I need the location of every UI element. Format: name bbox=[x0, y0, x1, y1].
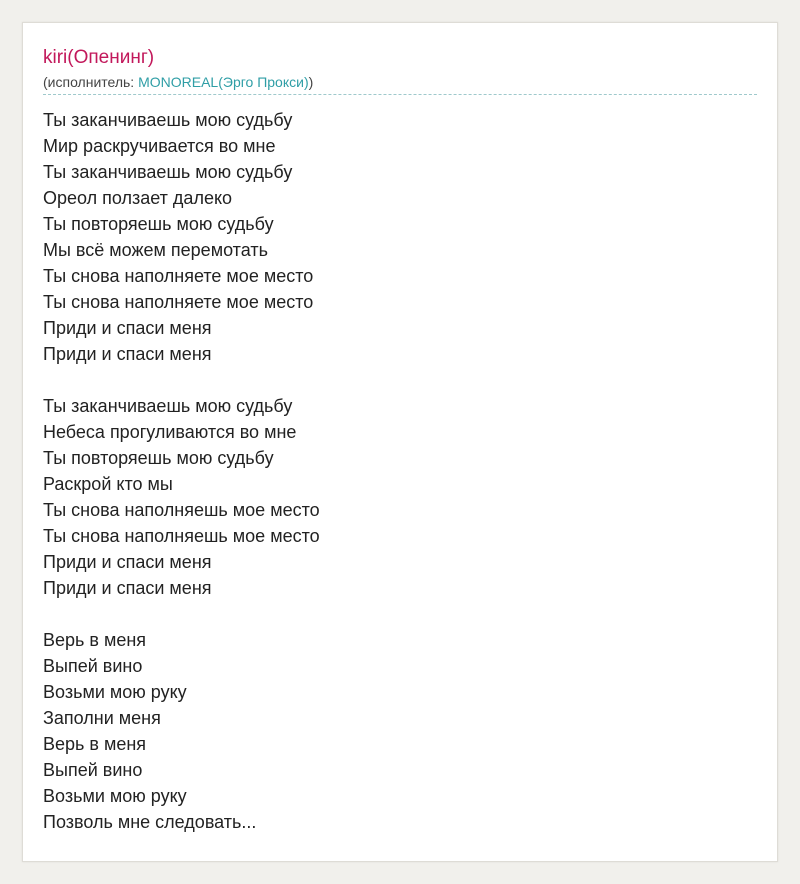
stanza-3 bbox=[43, 627, 743, 835]
lyric-line: Верь в меня bbox=[43, 630, 147, 650]
header-divider bbox=[43, 94, 757, 95]
lyric-line: Ты заканчиваешь мою судьбу bbox=[43, 162, 293, 182]
lyric-line: Приди и спаси меня bbox=[43, 578, 212, 598]
lyric-line: Ты повторяешь мою судьбу bbox=[43, 214, 274, 234]
lyric-line: Выпей вино bbox=[43, 760, 143, 780]
lyric-line: Ты снова наполняешь мое место bbox=[43, 526, 320, 546]
lyric-line: Возьми мою руку bbox=[43, 682, 187, 702]
stanza-2 bbox=[43, 393, 743, 601]
lyric-line: Позволь мне следовать... bbox=[43, 812, 257, 832]
song-title: kiri(Опенинг) bbox=[43, 47, 155, 68]
lyric-line: Ты снова наполняете мое место bbox=[43, 266, 314, 286]
lyric-line: Верь в меня bbox=[43, 734, 147, 754]
lyric-line: Выпей вино bbox=[43, 656, 143, 676]
lyric-line: Ты заканчиваешь мою судьбу bbox=[43, 396, 293, 416]
performer-suffix: ) bbox=[308, 74, 314, 90]
performer-prefix: (исполнитель: bbox=[43, 74, 139, 90]
artist-link[interactable]: MONOREAL(Эрго Прокси) bbox=[138, 74, 309, 90]
lyric-line: Приди и спаси меня bbox=[43, 552, 212, 572]
lyric-line: Приди и спаси меня bbox=[43, 344, 212, 364]
lyric-line: Ты снова наполняете мое место bbox=[43, 292, 314, 312]
lyric-line: Возьми мою руку bbox=[43, 786, 187, 806]
stanza-1 bbox=[43, 107, 743, 367]
lyric-line: Мир раскручивается во мне bbox=[43, 136, 276, 156]
lyric-line: Ты повторяешь мою судьбу bbox=[43, 448, 274, 468]
lyrics-card bbox=[22, 22, 778, 862]
lyric-line: Мы всё можем перемотать bbox=[43, 240, 268, 260]
lyric-line: Заполни меня bbox=[43, 708, 161, 728]
lyric-line: Ореол ползает далеко bbox=[43, 188, 233, 208]
lyric-line: Ты снова наполняешь мое место bbox=[43, 500, 320, 520]
performer-line bbox=[43, 74, 313, 91]
lyric-line: Ты заканчиваешь мою судьбу bbox=[43, 110, 293, 130]
lyric-line: Приди и спаси меня bbox=[43, 318, 212, 338]
lyric-line: Небеса прогуливаются во мне bbox=[43, 422, 297, 442]
lyric-line: Раскрой кто мы bbox=[43, 474, 173, 494]
lyrics-body bbox=[43, 107, 743, 861]
